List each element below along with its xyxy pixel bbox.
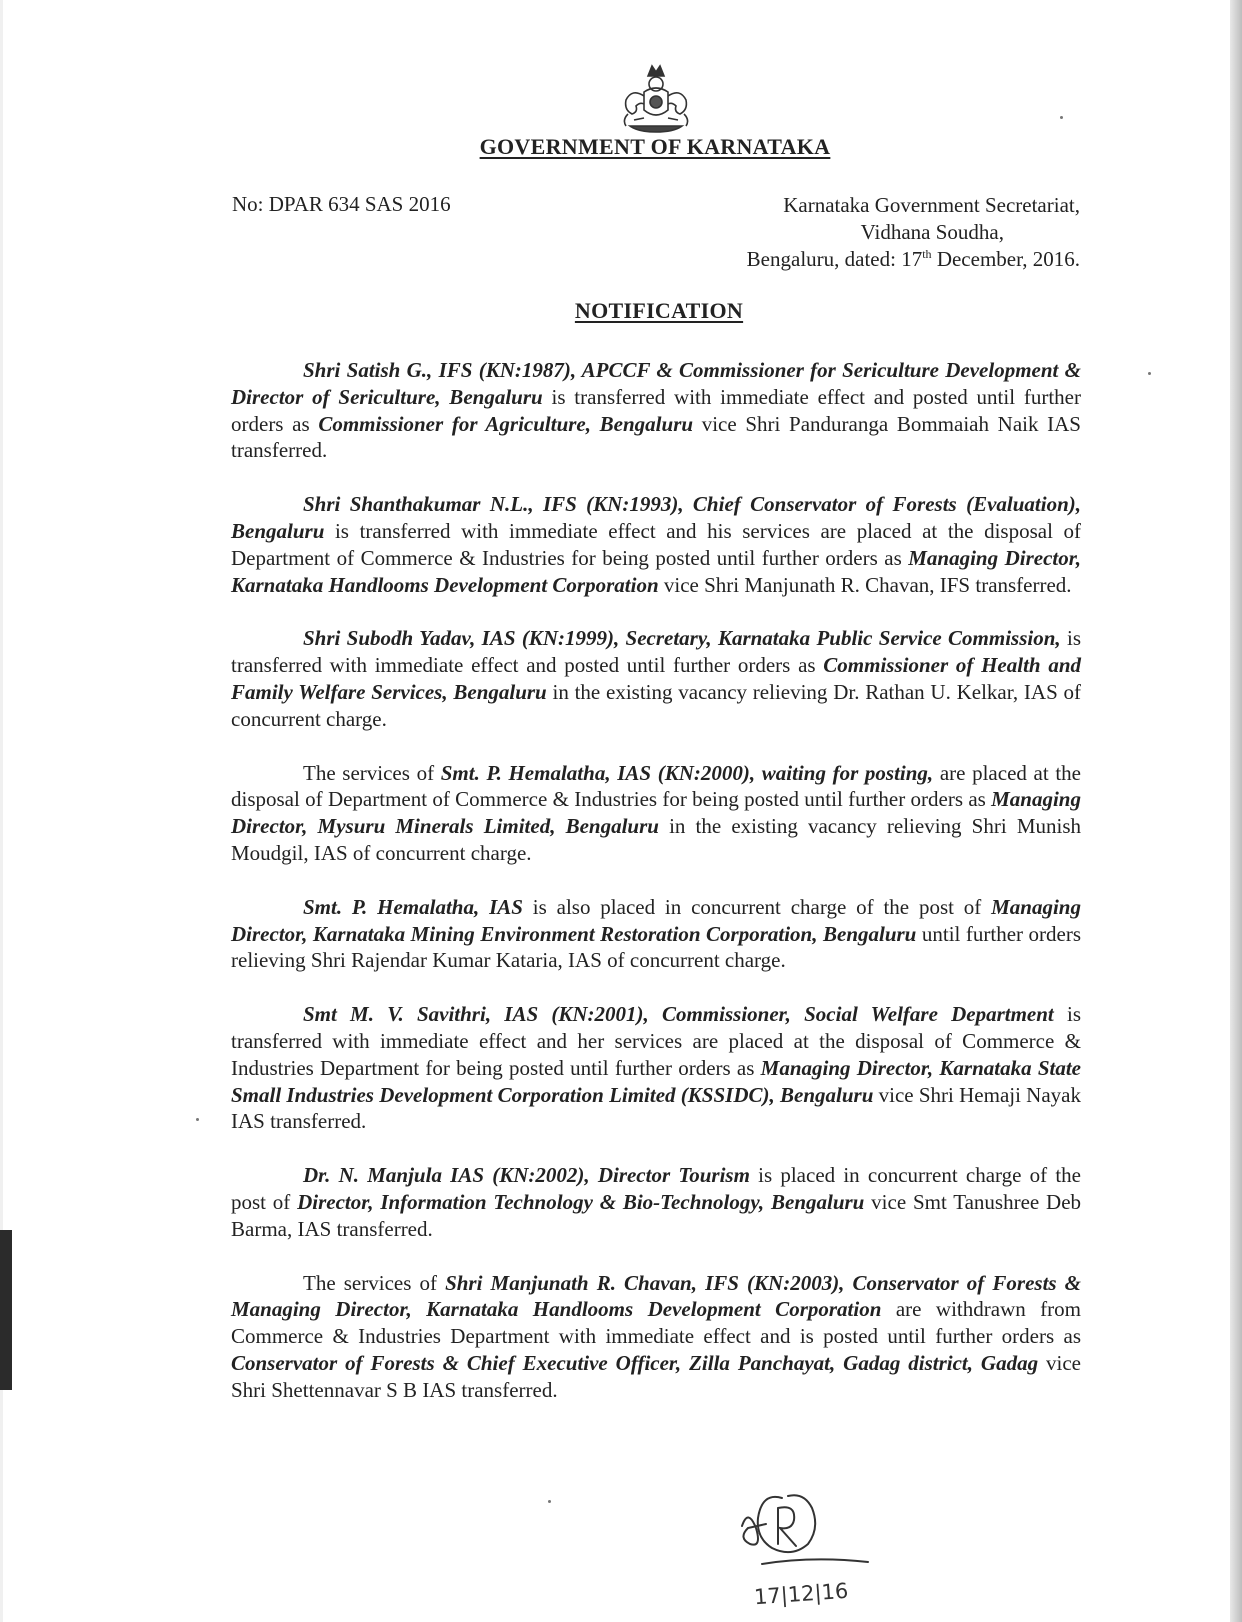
signature-date: 17|12|16 (753, 1578, 850, 1610)
officer-name: Smt. P. Hemalatha, IAS (303, 894, 523, 919)
officer-name: Shri Manjunath R. Chavan, IFS (KN:2003), Conservator of Forests & Managing Director, Karnataka Handlooms Development Corporation (231, 1270, 1082, 1322)
address-line-2: Vidhana Soudha, (860, 220, 1004, 244)
scan-binding-mark (0, 1230, 12, 1390)
order-text-tail: vice Shri Manjunath R. Chavan, IFS transferred. (658, 572, 1072, 597)
reference-number: No: DPAR 634 SAS 2016 (232, 192, 451, 216)
order-text: is transferred with immediate effect and posted until further orders as (231, 626, 1081, 678)
order-text-tail: vice Smt Tanushree Deb Barma, IAS transferred. (231, 1189, 1082, 1241)
new-post: Commissioner for Agriculture, Bengaluru (318, 411, 694, 436)
order-text: are placed at the disposal of Department of Commerce & Industries for being posted until further orders as (231, 760, 1081, 812)
order-text: is transferred with immediate effect and posted until further orders as (231, 384, 1081, 436)
scan-speck (196, 1118, 199, 1121)
date-ordinal: th (922, 247, 932, 261)
new-post: Director, Information Technology & Bio-Technology, Bengaluru (297, 1189, 865, 1214)
order-text-tail: in the existing vacancy relieving Dr. Rathan U. Kelkar, IAS of concurrent charge. (231, 679, 1081, 731)
scan-speck (1060, 116, 1063, 119)
order-text-tail: vice Shri Shettennavar S B IAS transferred. (231, 1350, 1082, 1402)
order-text: is also placed in concurrent charge of the post of (522, 894, 992, 919)
new-post: Managing Director, Karnataka Mining Environment Restoration Corporation, Bengaluru (231, 894, 1081, 946)
new-post: Commissioner of Health and Family Welfare Services, Bengaluru (231, 653, 1081, 704)
government-heading: GOVERNMENT OF KARNATAKA (479, 134, 831, 159)
scan-speck (1148, 372, 1151, 375)
scan-speck (548, 1500, 551, 1503)
office-address (660, 192, 1080, 273)
order-text: is placed in concurrent charge of the post of (231, 1163, 1081, 1214)
officer-name: Shri Subodh Yadav, IAS (KN:1999), Secretary, Karnataka Public Service Commission, (303, 626, 1061, 651)
order-text: is transferred with immediate effect and his services are placed at the disposal of Department of Commerce & Industries for being posted until further orders as (231, 518, 1081, 570)
officer-name: Dr. N. Manjula IAS (KN:2002), Director Tourism (303, 1163, 750, 1188)
order-paragraph (231, 625, 1081, 732)
notification-body (231, 357, 1081, 1431)
order-paragraph (231, 1270, 1081, 1404)
address-line-3 (660, 246, 1080, 273)
order-paragraph (231, 491, 1081, 598)
scan-right-shadow (1230, 0, 1242, 1622)
order-text-lead: The services of (303, 1270, 446, 1295)
order-paragraph (231, 894, 1081, 974)
new-post: Managing Director, Mysuru Minerals Limited, Bengaluru (231, 787, 1081, 839)
order-paragraph (231, 357, 1081, 464)
karnataka-emblem-icon (614, 62, 698, 136)
new-post: Conservator of Forests & Chief Executive Officer, Zilla Panchayat, Gadag district, Gadag (231, 1350, 1039, 1375)
order-paragraph (231, 1162, 1081, 1242)
new-post: Managing Director, Karnataka State Small Industries Development Corporation Limited (KSSIDC), Bengaluru (231, 1055, 1082, 1107)
order-text-tail: in the existing vacancy relieving Shri Munish Moudgil, IAS of concurrent charge. (231, 814, 1082, 865)
date-prefix: Bengaluru, dated: 17 (746, 247, 923, 271)
officer-name: Shri Shanthakumar N.L., IFS (KN:1993), Chief Conservator of Forests (Evaluation), Bengaluru (231, 492, 1081, 543)
new-post: Managing Director, Karnataka Handlooms Development Corporation (231, 545, 1082, 597)
order-paragraph (231, 1001, 1081, 1135)
order-text: are withdrawn from Commerce & Industries Department with immediate effect and is posted until further orders as (231, 1297, 1081, 1349)
officer-name: Smt. P. Hemalatha, IAS (KN:2000), waiting for posting, (440, 760, 934, 785)
officer-name: Shri Satish G., IFS (KN:1987), APCCF & Commissioner for Sericulture Development & Director of Sericulture, Bengaluru (231, 358, 1081, 409)
order-text-tail: vice Shri Panduranga Bommaiah Naik IAS transferred. (231, 411, 1081, 463)
order-text-tail: vice Shri Hemaji Nayak IAS transferred. (231, 1082, 1081, 1134)
order-text-tail: until further orders relieving Shri Rajendar Kumar Kataria, IAS of concurrent charge. (231, 921, 1082, 973)
order-text: is transferred with immediate effect and her services are placed at the disposal of Commerce & Industries Department for being posted until further orders as (231, 1002, 1081, 1080)
officer-name: Smt M. V. Savithri, IAS (KN:2001), Commissioner, Social Welfare Department (303, 1002, 1054, 1027)
notification-title: NOTIFICATION (574, 298, 744, 323)
date-suffix: December, 2016. (931, 247, 1080, 271)
address-line-1: Karnataka Government Secretariat, (783, 193, 1080, 217)
order-text-lead: The services of (303, 760, 441, 785)
order-paragraph (231, 760, 1081, 867)
